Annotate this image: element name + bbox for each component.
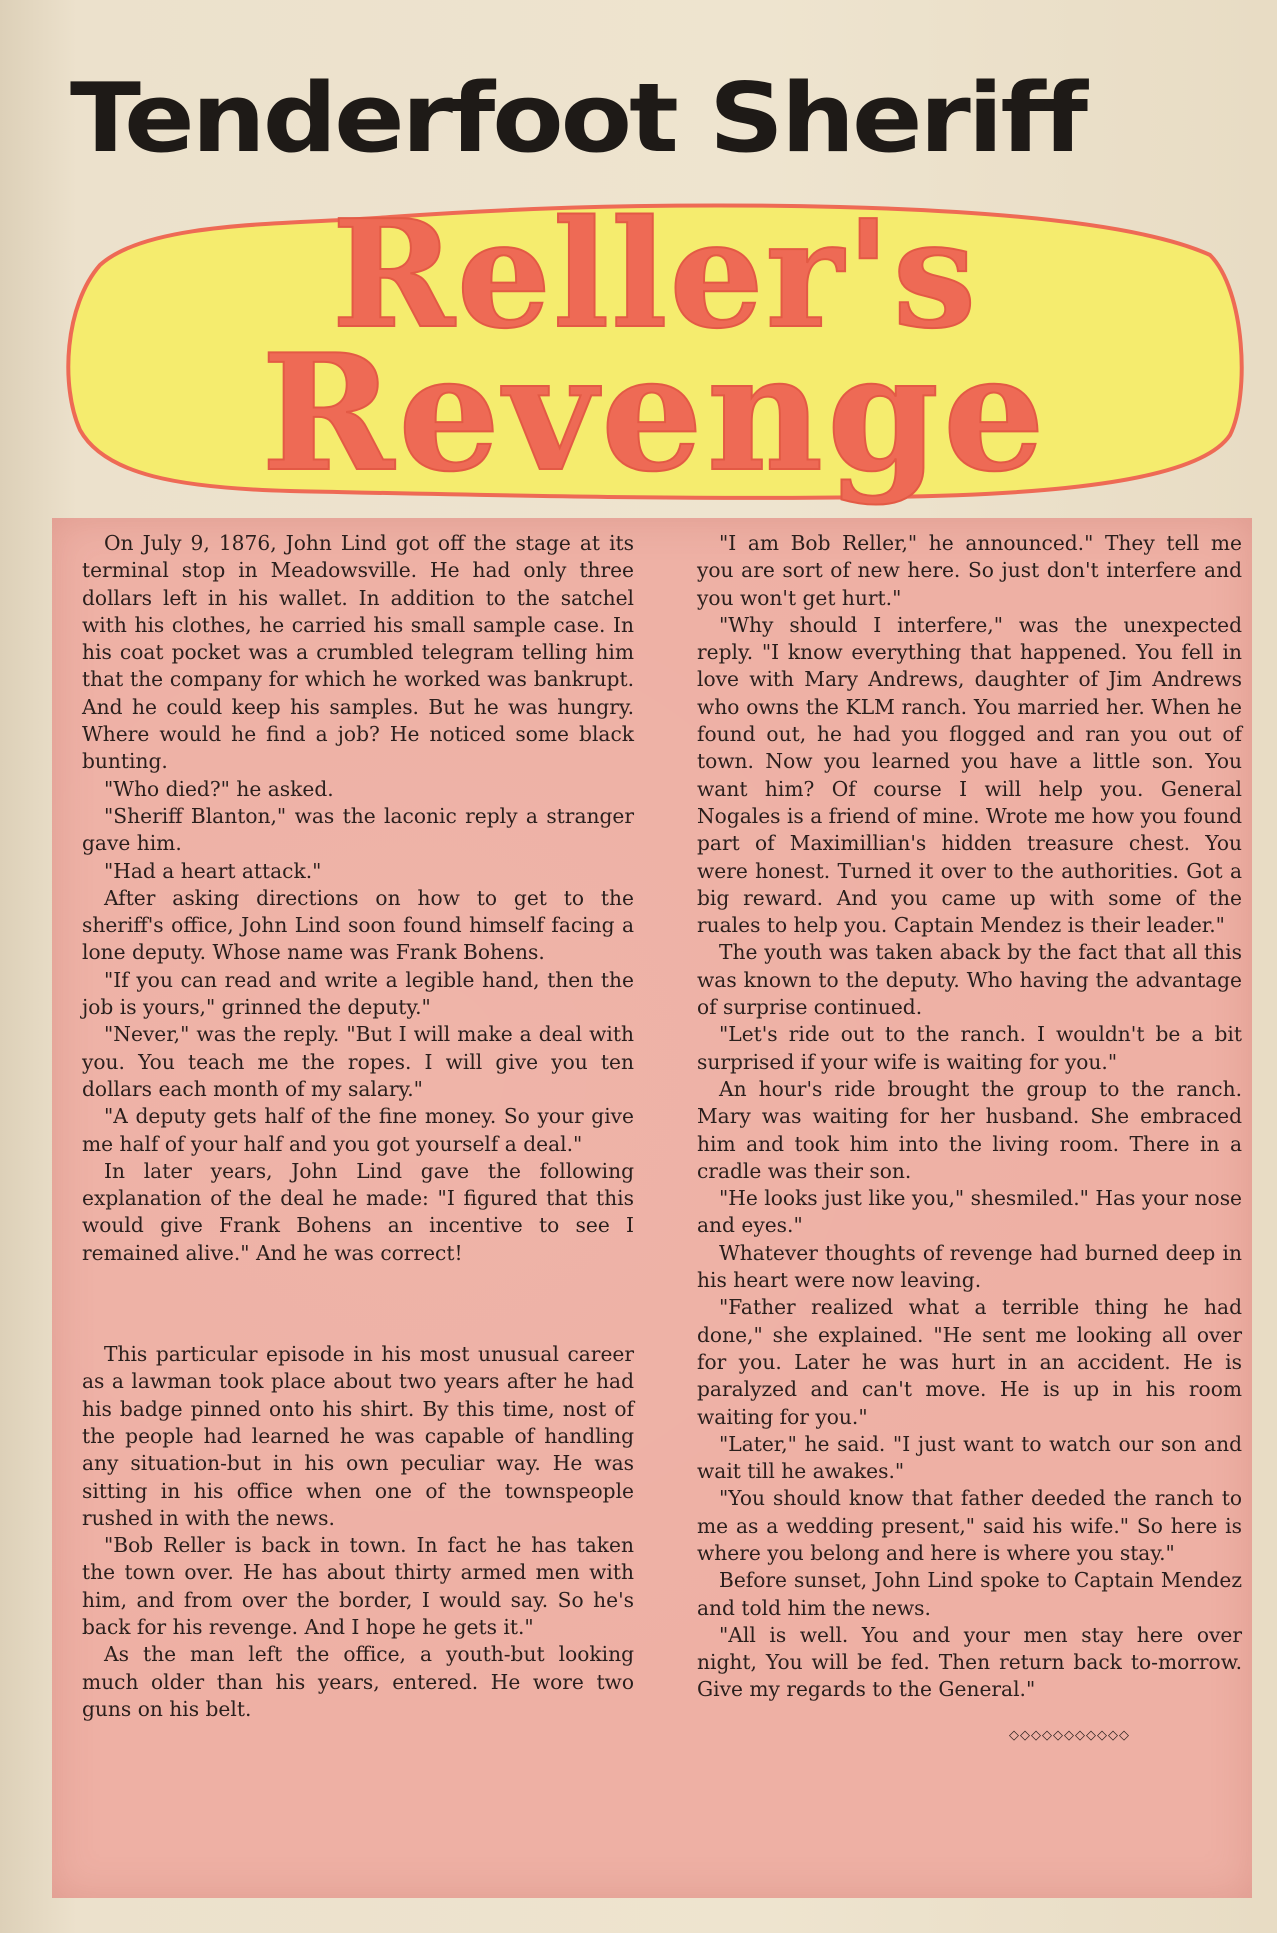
paragraph: "If you can read and write a legible hand, then the job is yours," grinned the deputy." <box>82 967 634 1020</box>
paragraph: "Later," he said. "I just want to watch our son and wait till he awakes." <box>697 1431 1242 1484</box>
paragraph: "I am Bob Reller," he announced." They tell me you are sort of new here. So just don't interfere and you won't get hurt." <box>697 531 1242 610</box>
paragraph: "Never," was the reply. "But I will make a deal with you. You teach me the ropes. I will give you ten dollars each month of my salary." <box>82 1022 634 1101</box>
paragraph: "Had a heart attack." <box>104 858 322 883</box>
paragraph: This particular episode in his most unusual career as a lawman took place about two years after he had his badge pinned onto his shirt. By this time, nost of the people had learned he was capable of handling any situation-but in his own peculiar way. He was sitting in his office when one of the townspeople rushed in with the news. <box>82 1342 634 1530</box>
story-title-banner <box>60 187 1250 510</box>
paragraph: "Sheriff Blanton," was the laconic reply a stranger gave him. <box>82 803 634 856</box>
paragraph: An hour's ride brought the group to the ranch. Mary was waiting for her husband. She embraced him and took him into the living room. There in a cradle was their son. <box>697 1076 1242 1183</box>
paragraph: "Let's ride out to the ranch. I wouldn't be a bit surprised if your wife is waiting for you." <box>697 1022 1242 1074</box>
paragraph: "A deputy gets half of the fine money. So your give me half of your half and you got yourself a deal." <box>82 1104 634 1156</box>
paragraph: As the man left the office, a youth-but looking much older than his years, entered. He wore two guns on his belt. <box>82 1642 634 1721</box>
paragraph: "Who died?" he asked. <box>104 776 334 801</box>
paragraph: On July 9, 1876, John Lind got off the stage at its terminal stop in Meadowsville. He had only three dollars left in his wallet. In addition to the satchel with his clothes, he carried his small sample case. In his coat pocket was a crumbled telegram telling him that the company for which he worked was bankrupt. And he could keep his samples. But he was hungry. Where would he find a job? He noticed some black bunting. <box>82 531 634 774</box>
story-title-line1: Reller's <box>331 187 979 361</box>
right-column <box>697 530 1242 1749</box>
series-title: Tenderfoot Sheriff <box>70 61 1085 174</box>
paragraph: "He looks just like you," shesmiled." Has your nose and eyes." <box>697 1186 1242 1238</box>
paragraph: "You should know that father deeded the ranch to me as a wedding present," said his wife." So here is where you belong and here is where you stay." <box>697 1486 1242 1565</box>
section-break <box>82 1267 634 1341</box>
paragraph: "Bob Reller is back in town. In fact he has taken the town over. He has about thirty armed men with him, and from over the border, I would say. So he's back for his revenge. And I hope he gets it." <box>82 1533 634 1639</box>
story-title-line2: Revenge <box>261 319 1049 507</box>
left-column <box>82 530 634 1723</box>
paragraph: "Why should I interfere," was the unexpected reply. "I know everything that happened. You fell in love with Mary Andrews, daughter of Jim Andrews who owns the KLM ranch. You married her. When he found out, he had you flogged and ran you out of town. Now you learned you have a little son. You want him? Of course I will help you. General Nogales is a friend of mine. Wrote me how you found part of Maximillian's hidden treasure chest. You were honest. Turned it over to the authorities. Got a big reward. And you came up with some of the ruales to help you. Captain Mendez is their leader." <box>697 612 1242 938</box>
end-of-story-mark: ◇◇◇◇◇◇◇◇◇◇◇ <box>1009 1727 1130 1743</box>
paragraph: Before sunset, John Lind spoke to Captain Mendez and told him the news. <box>697 1568 1242 1620</box>
paragraph: Whatever thoughts of revenge had burned deep in his heart were now leaving. <box>697 1240 1242 1293</box>
story-text-panel <box>52 518 1252 1898</box>
paragraph: The youth was taken aback by the fact that all this was known to the deputy. Who having the advantage of surprise continued. <box>697 940 1242 1020</box>
paragraph: In later years, John Lind gave the following explanation of the deal he made: "I figured that this would give Frank Bohens an incentive to see I remained alive." And he was correct! <box>82 1158 634 1265</box>
paragraph: "Father realized what a terrible thing he had done," she explained. "He sent me looking all over for you. Later he was hurt in an accident. He is paralyzed and can't move. He is up in his room waiting for you." <box>697 1295 1242 1429</box>
paragraph: "All is well. You and your men stay here over night, You will be fed. Then return back to-morrow. Give my regards to the General." <box>697 1622 1242 1702</box>
paragraph: After asking directions on how to get to the sheriff's office, John Lind soon found himself facing a lone deputy. Whose name was Frank Bohens. <box>82 885 634 965</box>
